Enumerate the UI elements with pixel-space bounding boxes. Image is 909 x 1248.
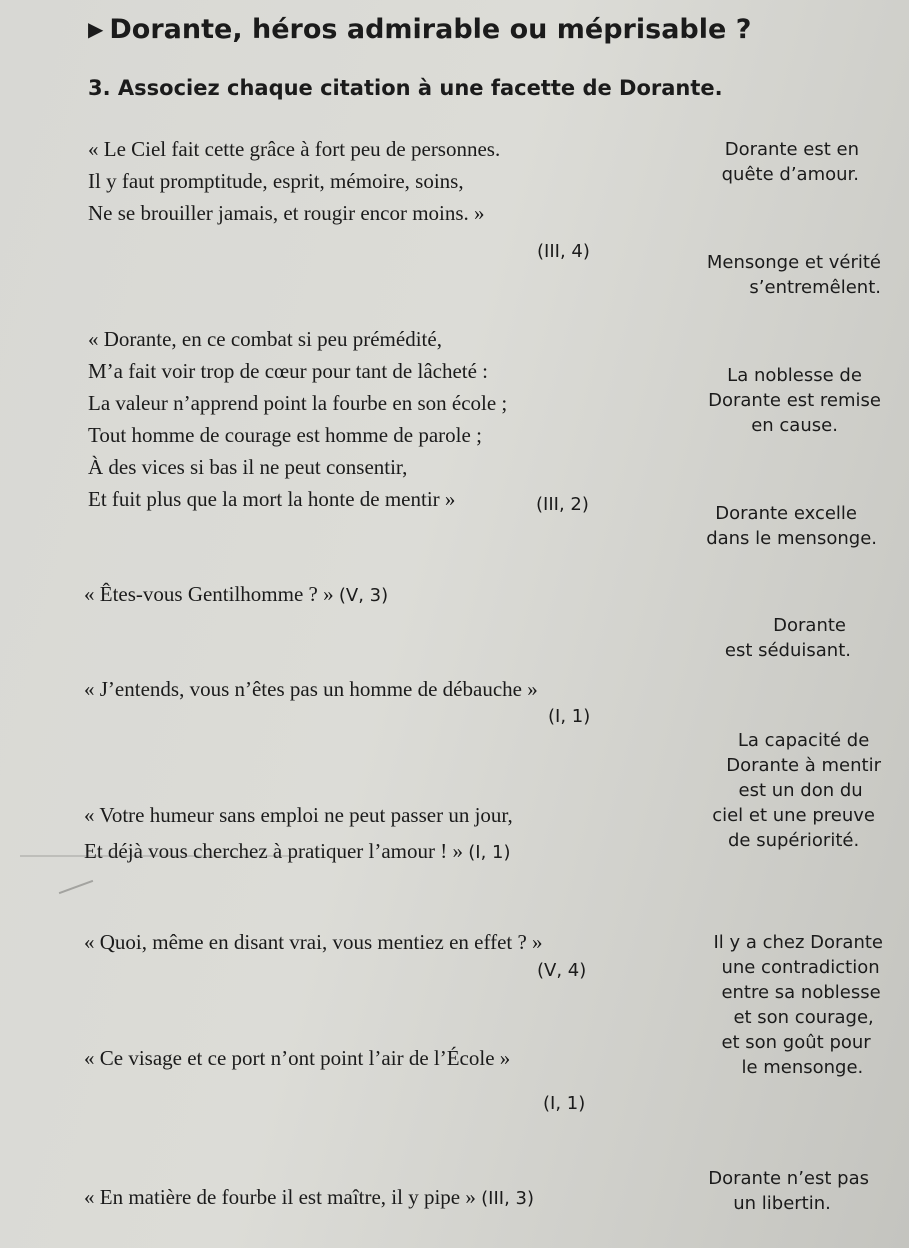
quote-5: [84, 797, 513, 871]
quote-1-reference: (III, 4): [537, 241, 590, 262]
facet-line: de supériorité.: [728, 830, 860, 851]
facet-line: ciel et une preuve: [712, 805, 875, 826]
facet-line: Dorante est en: [724, 139, 859, 160]
facet-line: le mensonge.: [741, 1057, 864, 1078]
facet-4: [706, 501, 877, 551]
quote-line: À des vices si bas il ne peut consentir,: [88, 455, 408, 479]
quote-3: [84, 578, 388, 612]
page-title: [88, 14, 751, 45]
quote-line: « J’entends, vous n’êtes pas un homme de débauche »: [84, 677, 538, 701]
quote-6: [84, 926, 543, 958]
quote-4-reference: (I, 1): [548, 706, 591, 727]
quote-line: Et déjà vous cherchez à pratiquer l’amour ! »: [84, 839, 463, 863]
facet-line: s’entremêlent.: [749, 277, 881, 298]
quote-7: [84, 1042, 510, 1074]
quote-line: « En matière de fourbe il est maître, il y pipe »: [84, 1185, 476, 1209]
facet-3: [708, 363, 881, 438]
facet-line: La noblesse de: [727, 365, 862, 386]
quote-3-reference: (V, 3): [338, 585, 389, 606]
facet-line: et son courage,: [733, 1007, 874, 1028]
facet-6: [706, 728, 881, 853]
facet-line: en cause.: [751, 415, 838, 436]
pencil-stroke: [20, 855, 300, 857]
quote-line: « Ce visage et ce port n’ont point l’air de l’École »: [84, 1046, 511, 1070]
exercise-question: 3. Associez chaque citation à une facette de Dorante.: [88, 76, 723, 100]
facet-line: Dorante à mentir: [726, 755, 881, 776]
facet-1: [722, 137, 859, 187]
facet-line: Dorante est remise: [708, 390, 881, 411]
facet-5: [725, 613, 851, 663]
quote-line: Ne se brouiller jamais, et rougir encor moins. »: [88, 201, 485, 225]
facet-7: [713, 930, 883, 1080]
quote-line: « Quoi, même en disant vrai, vous mentiez en effet ? »: [84, 930, 543, 954]
facet-line: est séduisant.: [724, 640, 851, 661]
facet-line: Dorante excelle: [715, 503, 857, 524]
pencil-stroke: [59, 880, 94, 894]
quote-line: M’a fait voir trop de cœur pour tant de lâcheté :: [88, 359, 489, 383]
quote-6-reference: (V, 4): [537, 960, 587, 981]
quote-line: « Votre humeur sans emploi ne peut passer un jour,: [84, 803, 513, 827]
facet-line: Dorante n’est pas: [708, 1168, 869, 1189]
facet-2: [707, 250, 881, 300]
quote-line: Et fuit plus que la mort la honte de mentir »: [88, 487, 456, 511]
quote-line: Tout homme de courage est homme de parole ;: [88, 423, 482, 447]
quote-line: « Le Ciel fait cette grâce à fort peu de personnes.: [88, 137, 501, 161]
quote-line: « Êtes-vous Gentilhomme ? »: [84, 582, 334, 606]
quote-5-reference: (I, 1): [468, 842, 511, 863]
quote-2-reference: (III, 2): [536, 494, 589, 515]
facet-line: Il y a chez Dorante: [713, 932, 883, 953]
quote-line: Il y faut promptitude, esprit, mémoire, soins,: [88, 169, 464, 193]
facet-line: La capacité de: [737, 730, 870, 751]
facet-line: Mensonge et vérité: [706, 252, 881, 273]
facet-line: quête d’amour.: [721, 164, 859, 185]
title-text: Dorante, héros admirable ou méprisable ?: [109, 14, 752, 45]
quote-8: [84, 1181, 534, 1215]
quote-8-reference: (III, 3): [481, 1188, 534, 1209]
quote-7-reference: (I, 1): [543, 1093, 586, 1114]
facet-8: [708, 1166, 869, 1216]
facet-line: une contradiction: [721, 957, 880, 978]
facet-line: et son goût pour: [721, 1032, 871, 1053]
facet-line: est un don du: [738, 780, 863, 801]
quote-line: « Dorante, en ce combat si peu prémédité,: [88, 327, 442, 351]
facet-line: entre sa noblesse: [721, 982, 881, 1003]
quote-line: La valeur n’apprend point la fourbe en son école ;: [88, 391, 508, 415]
facet-line: un libertin.: [733, 1193, 831, 1214]
quote-1: [88, 133, 500, 229]
quote-2: [88, 323, 507, 515]
arrow-bullet-icon: ▶: [88, 17, 104, 41]
facet-line: Dorante: [773, 615, 846, 636]
facet-line: dans le mensonge.: [706, 528, 877, 549]
quote-4: [84, 673, 538, 705]
